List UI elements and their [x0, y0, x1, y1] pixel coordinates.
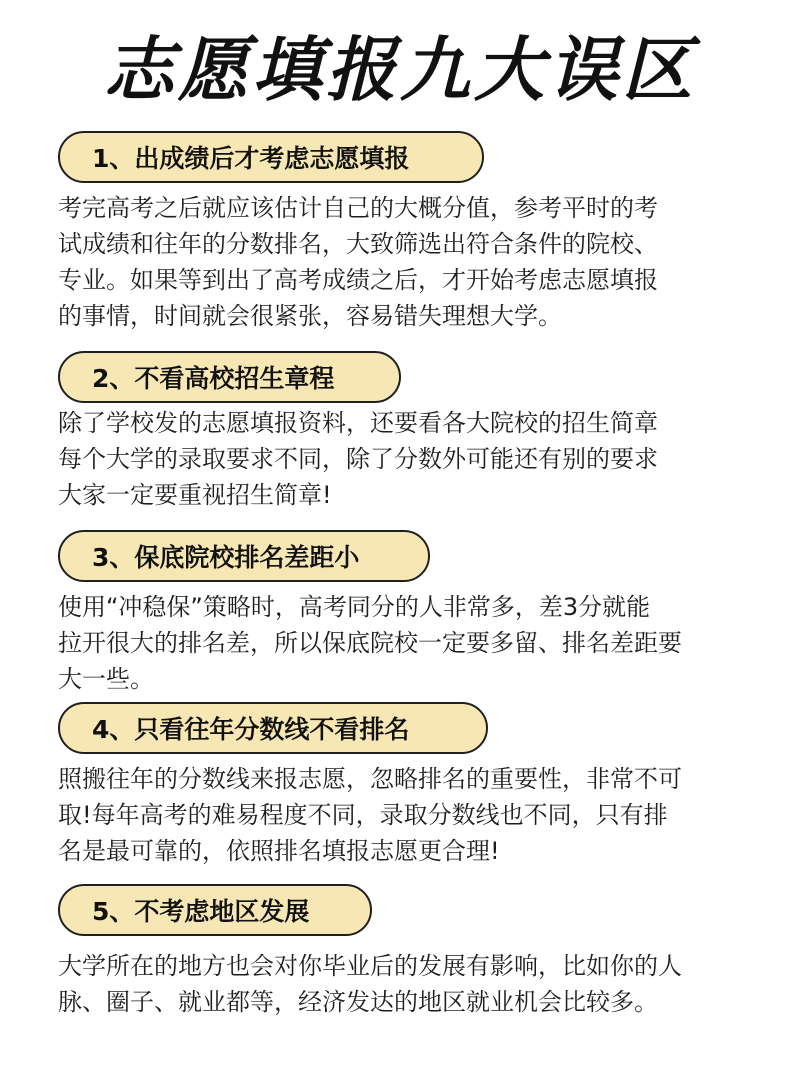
section-5-line: 大学所在的地方也会对你毕业后的发展有影响，比如你的人: [58, 952, 682, 980]
section-2-body: [58, 405, 748, 513]
section-2-line: 除了学校发的志愿填报资料，还要看各大院校的招生简章: [58, 409, 658, 437]
section-1-heading: 1、出成绩后才考虑志愿填报: [58, 131, 484, 183]
section-4-heading: 4、只看往年分数线不看排名: [58, 702, 488, 754]
section-5-body: [58, 948, 748, 1020]
section-3-heading: 3、保底院校排名差距小: [58, 530, 430, 582]
section-5-line: 脉、圈子、就业都等，经济发达的地区就业机会比较多。: [58, 988, 658, 1016]
section-4-line: 名是最可靠的，依照排名填报志愿更合理!: [58, 837, 500, 865]
section-3-line: 大一些。: [58, 665, 154, 693]
section-5-heading: 5、不考虑地区发展: [58, 884, 372, 936]
section-1-line: 专业。如果等到出了高考成绩之后，才开始考虑志愿填报: [58, 266, 658, 294]
section-4-line: 照搬往年的分数线来报志愿，忽略排名的重要性，非常不可: [58, 765, 682, 793]
page-title: 志愿填报九大误区: [104, 29, 696, 111]
section-3-line: 拉开很大的排名差，所以保底院校一定要多留、排名差距要: [58, 629, 682, 657]
section-4-line: 取!每年高考的难易程度不同，录取分数线也不同，只有排: [58, 801, 668, 829]
section-1-line: 试成绩和往年的分数排名，大致筛选出符合条件的院校、: [58, 230, 658, 258]
section-2-line: 每个大学的录取要求不同，除了分数外可能还有别的要求: [58, 445, 658, 473]
section-1-body: [58, 190, 748, 334]
section-1-line: 的事情，时间就会很紧张，容易错失理想大学。: [58, 302, 562, 330]
section-2-line: 大家一定要重视招生简章!: [58, 481, 332, 509]
section-3-body: [58, 589, 748, 697]
section-1-line: 考完高考之后就应该估计自己的大概分值，参考平时的考: [58, 194, 658, 222]
section-3-line: 使用“冲稳保”策略时，高考同分的人非常多，差3分就能: [58, 593, 651, 621]
section-4-body: [58, 761, 748, 869]
section-2-heading: 2、不看高校招生章程: [58, 351, 401, 403]
